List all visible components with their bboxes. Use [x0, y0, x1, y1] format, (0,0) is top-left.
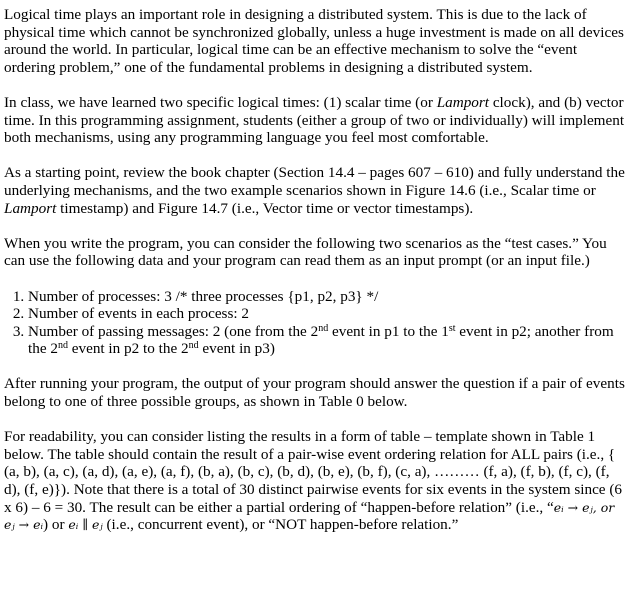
paragraph-6-text-a: For readability, you can consider listing the results in a form of table – template shown in Table 1 below. The table should contain the result of a pair-wise event ordering relation for ALL pairs (i.e., { (a, b), (a, c), (a, d), (a, e), (a, f), (b, a), (b, c), (b, d), (b, e), (b, f), (c, a), ……… (f, a), (f, b), (f, c), (f, d), (f, e)}). Note that there is a total of 30 distinct pairwise events for six events in the system since (6 x 6) – 6 = 30. The result can be either a partial ordering of “happen-before relation” (i.e., “ — [4, 428, 623, 516]
list-item-messages — [28, 323, 626, 358]
paragraph-4-text: When you write the program, you can consider the following two scenarios as the “test cases.” You can use the following data and your program can read them as an input prompt (or an input file.) — [4, 234, 607, 270]
paragraph-1-text: Logical time plays an important role in designing a distributed system. This is due to the lack of physical time which cannot be synchronized globally, unless a huge investment is made on all devices around the world. In particular, logical time can be an effective mechanism to solve the “event ordering problem,” one of the fundamental problems in designing a distributed system. — [4, 6, 624, 76]
list-item-1-text: Number of processes: 3 /* three processes {p1, p2, p3} */ — [28, 287, 379, 305]
list-item-3-text-b: event in p1 to the 1 — [328, 322, 449, 340]
paragraph-3-text-a: As a starting point, review the book chapter (Section 14.4 – pages 607 – 610) and fully understand the underlying mechanisms, and the two example scenarios shown in Figure 14.6 (i.e., Scalar time or — [4, 164, 625, 199]
paragraph-program-output — [4, 375, 626, 410]
ordinal-suffix: nd — [188, 340, 199, 352]
paragraph-2-text-a: In class, we have learned two specific logical times: (1) scalar time (or — [4, 93, 437, 111]
paragraph-logical-time-intro — [4, 6, 626, 76]
list-item-3-text-a: Number of passing messages: 2 (one from the 2 — [28, 322, 319, 340]
paragraph-2-text-b: clock), and (b) vector time. In this programming assignment, students (either a group of two or individually) will implement both mechanisms, using any programming language you feel most comfortable. — [4, 93, 625, 147]
paragraph-6-text-c: (i.e., concurrent event), or “NOT happen-before relation.” — [102, 516, 459, 534]
paragraph-readability — [4, 428, 626, 534]
list-item-3-text-e: event in p3) — [198, 340, 275, 358]
concurrent-expression: eᵢ ∥ eⱼ — [68, 517, 103, 533]
paragraph-6-text-b: ) or — [43, 516, 69, 534]
paragraph-class-overview — [4, 94, 626, 147]
paragraph-5-text: After running your program, the output of your program should answer the question if a pair of events belong to one of three possible groups, as shown in Table 0 below. — [4, 375, 625, 411]
paragraph-test-cases — [4, 235, 626, 270]
test-case-list — [4, 288, 626, 358]
ordinal-suffix: st — [448, 322, 456, 334]
lamport-term: Lamport — [4, 199, 57, 217]
ordinal-suffix: nd — [318, 322, 329, 334]
ordinal-suffix: nd — [57, 340, 68, 352]
happen-before-expression: eᵢ → eⱼ, or eⱼ → eᵢ — [4, 499, 615, 533]
list-item-events — [28, 305, 626, 323]
list-item-3-text-c: event in p2; another from the 2 — [28, 322, 614, 358]
list-item-3-text-d: event in p2 to the 2 — [67, 340, 189, 358]
list-item-2-text: Number of events in each process: 2 — [28, 305, 249, 323]
list-item-processes — [28, 288, 626, 306]
paragraph-starting-point — [4, 164, 626, 217]
paragraph-3-text-b: timestamp) and Figure 14.7 (i.e., Vector time or vector timestamps). — [56, 199, 474, 217]
lamport-term: Lamport — [436, 93, 490, 111]
